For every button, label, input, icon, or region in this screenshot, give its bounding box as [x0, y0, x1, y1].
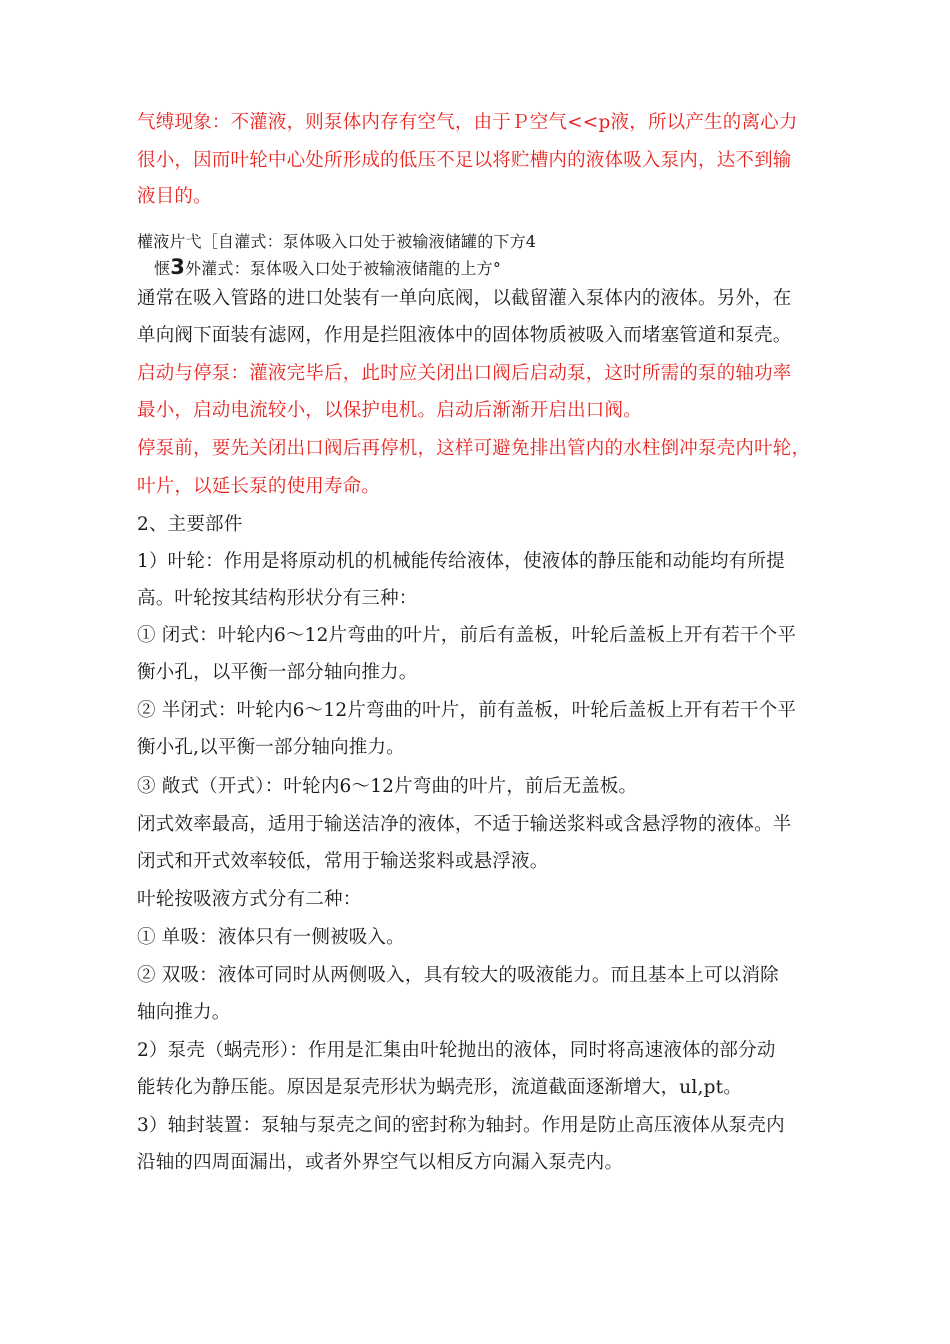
impeller-single-suction: ① 单吸：液体只有一侧被吸入。 — [137, 927, 405, 948]
impeller-line-1: 1）叶轮：作用是将原动机的机械能传给液体，使液体的静压能和动能均有所提 — [137, 551, 785, 572]
priming-line-1: 權液片弋［自灌式：泵体吸入口处于被输液储罐的下方4 — [137, 232, 537, 251]
priming-line-2-prefix: 惬 — [154, 259, 171, 278]
priming-line-2-rest: 外灌式：泵体吸入口处于被输液储龍的上方° — [185, 259, 502, 278]
impeller-double-suction-line-2: 轴向推力。 — [137, 1002, 231, 1023]
stop-line-1: 停泵前，要先关闭出口阀后再停机，这样可避免排出管内的水柱倒冲泵壳内叶轮， — [137, 438, 811, 459]
impeller-semi-line-2: 衡小孔,以平衡一部分轴向推力。 — [137, 737, 405, 758]
impeller-open-line-1: ③ 敞式（开式）：叶轮内6〜12片弯曲的叶片，前后无盖板。 — [137, 776, 638, 797]
vapor-lock-line-1: 气缚现象：不灌液，则泵体内存有空气，由于Ｐ空气<<p液，所以产生的离心力 — [137, 112, 798, 133]
seal-line-1: 3）轴封装置：泵轴与泵壳之间的密封称为轴封。作用是防止高压液体从泵壳内 — [137, 1115, 785, 1136]
stop-line-2: 叶片，以延长泵的使用寿命。 — [137, 476, 381, 497]
seal-line-2: 沿轴的四周面漏出，或者外界空气以相反方向漏入泵壳内。 — [137, 1152, 624, 1173]
impeller-closed-line-2: 衡小孔，以平衡一部分轴向推力。 — [137, 662, 418, 683]
priming-line-2-number: 3 — [170, 255, 186, 279]
casing-line-1: 2）泵壳（蜗壳形）：作用是汇集由叶轮抛出的液体，同时将高速液体的部分动 — [137, 1040, 776, 1061]
impeller-semi-line-1: ② 半闭式：叶轮内6〜12片弯曲的叶片，前有盖板，叶轮后盖板上开有若干个平 — [137, 700, 797, 721]
foot-valve-line-2: 单向阀下面装有滤网，作用是拦阻液体中的固体物质被吸入而堵塞管道和泵壳。 — [137, 325, 792, 346]
section-2-heading: 2、主要部件 — [137, 514, 243, 535]
vapor-lock-line-2: 很小，因而叶轮中心处所形成的低压不足以将贮槽内的液体吸入泵内，达不到输 — [137, 150, 792, 171]
impeller-closed-line-1: ① 闭式：叶轮内6〜12片弯曲的叶片，前后有盖板，叶轮后盖板上开有若干个平 — [137, 625, 797, 646]
vapor-lock-line-3: 液目的。 — [137, 186, 212, 207]
impeller-efficiency-line-2: 闭式和开式效率较低，常用于输送浆料或悬浮液。 — [137, 851, 549, 872]
start-line-2: 最小，启动电流较小，以保护电机。启动后渐渐开启出口阀。 — [137, 400, 642, 421]
impeller-line-2: 高。叶轮按其结构形状分有三种： — [137, 588, 418, 609]
foot-valve-line-1: 通常在吸入管路的进口处装有一单向底阀，以截留灌入泵体内的液体。另外，在 — [137, 288, 792, 309]
priming-line-2 — [154, 257, 501, 279]
impeller-efficiency-line-1: 闭式效率最高，适用于输送洁净的液体，不适于输送浆料或含悬浮物的液体。半 — [137, 814, 792, 835]
impeller-double-suction-line-1: ② 双吸：液体可同时从两侧吸入，具有较大的吸液能力。而且基本上可以消除 — [137, 965, 779, 986]
casing-line-2: 能转化为静压能。原因是泵壳形状为蜗壳形，流道截面逐渐增大，ul,pt。 — [137, 1077, 742, 1098]
impeller-suction-intro: 叶轮按吸液方式分有二种： — [137, 889, 362, 910]
start-line-1: 启动与停泵：灌液完毕后，此时应关闭出口阀后启动泵，这时所需的泵的轴功率 — [137, 363, 792, 384]
